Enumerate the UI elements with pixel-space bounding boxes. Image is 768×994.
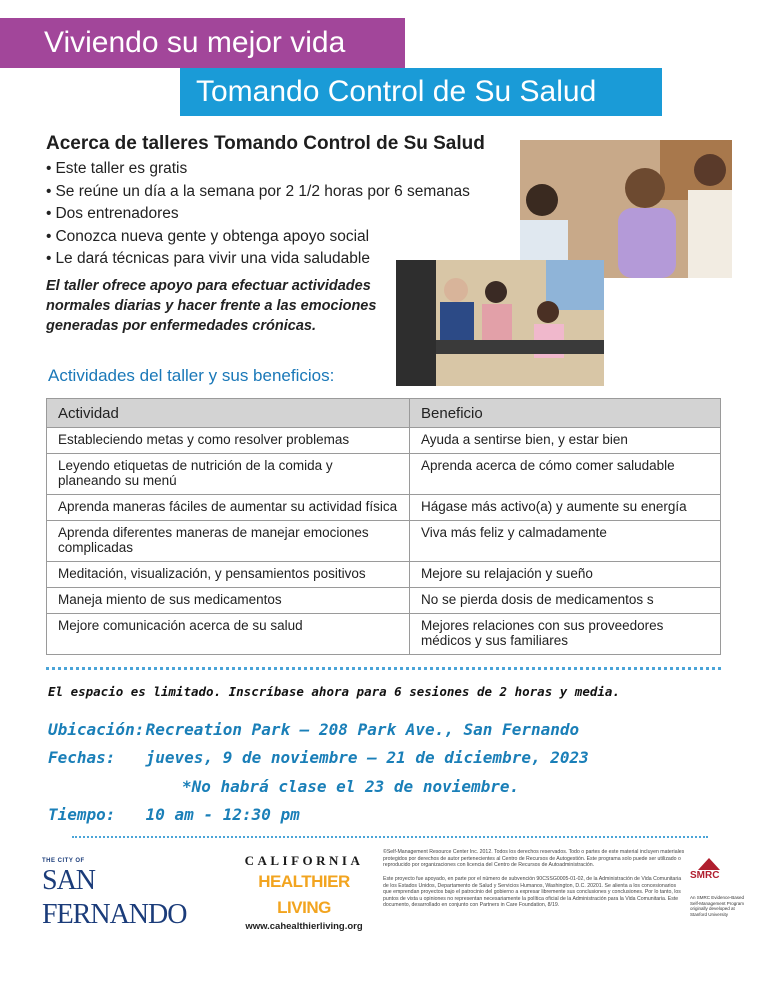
ca-website-link[interactable]: www.cahealthierliving.org [245,921,363,932]
benefit-cell: Mejores relaciones con sus proveedores médicos y sus familiares [410,614,721,655]
table-row [47,521,721,562]
dates-value: jueves, 9 de noviembre – 21 de diciembre, 2023 [145,748,589,767]
smrc-mountain-icon [698,858,720,870]
benefit-cell: Aprenda acerca de cómo comer saludable [410,454,721,495]
location-label: Ubicación: [48,720,145,739]
activity-cell: Mejore comunicación acerca de su salud [47,614,410,655]
table-row [47,428,721,454]
table-row [47,495,721,521]
activity-cell: Aprenda maneras fáciles de aumentar su actividad física [47,495,410,521]
time-line [48,805,300,824]
time-value: 10 am - 12:30 pm [145,805,300,824]
bullet-item: • Conozca nueva gente y obtenga apoyo social [46,226,470,249]
dates-line [48,748,589,767]
bullet-item: • Este taller es gratis [46,158,470,181]
smrc-description: An SMRC Evidence-Based Self-Management Program originally developed at Stanford University [690,895,745,917]
smrc-logo [690,858,745,917]
benefit-cell: No se pierda dosis de medicamentos s [410,588,721,614]
benefit-cell: Mejore su relajación y sueño [410,562,721,588]
table-row [47,588,721,614]
banner-title-secondary: Tomando Control de Su Salud [180,68,662,116]
photo-illustration [396,260,604,386]
banner-title-primary: Viviendo su mejor vida [0,18,405,68]
copyright-fine-print: ©Self-Management Resource Center Inc. 2012. Todos los derechos reservados. Todo o partes de este material incluyen materiales protegidos por derechos de autor pertenecientes al Centro de Recursos de Autogestión. Este programa solo puede ser utilizado o reproducido por organizaciones con licencia del Centro de Recursos de Autoadministración. [383,849,685,869]
location-line [48,720,579,739]
activity-cell: Estableciendo metas y como resolver problemas [47,428,410,454]
grant-fine-print: Este proyecto fue apoyado, en parte por el número de subvención 90CSSG0005-01-02, de la Administración de Vida Comunitaria de los Estados Unidos, Departamento de Salud y Servicios Humanos, Washington, D.C. 20201. Se alienta a los concesionarios que emprendan proyectos bajo el patrocinio del gobierno a expresar libremente sus conclusiones y conclusiones. Por lo tanto, los puntos de vista u opiniones no representan necesariamente la política oficial de la Administración para la Vida Comunitaria. Este documento, desarrollado en conjunto con Partners in Care Foundation, 8/19. [383,876,682,909]
table-row [47,562,721,588]
no-class-notice: *No habrá clase el 23 de noviembre. [182,777,520,796]
bullet-item: • Se reúne un día a la semana por 2 1/2 horas por 6 semanas [46,181,470,204]
about-title: Acerca de talleres Tomando Control de Su Salud [46,133,485,154]
city-logo-small-text: THE CITY OF [42,858,85,864]
dates-label: Fechas: [48,748,116,767]
header-activity: Actividad [47,399,410,428]
time-label: Tiempo: [48,805,116,824]
header-benefit: Beneficio [410,399,721,428]
photo-illustration [520,140,732,278]
city-logo-name: SAN FERNANDO [42,865,187,930]
benefit-cell: Hágase más activo(a) y aumente su energía [410,495,721,521]
bullet-item: • Le dará técnicas para vivir una vida saludable [46,248,470,271]
ca-logo-line2: HEALTHIER LIVING [258,872,350,917]
smrc-logo-text: SMRC [690,870,720,881]
california-healthier-living-logo [234,853,374,932]
limited-space-notice: El espacio es limitado. Inscríbase ahora para 6 sesiones de 2 horas y media. [48,684,620,699]
photo-group-class [396,260,604,386]
benefit-cell: Viva más feliz y calmadamente [410,521,721,562]
ca-logo-line1: CALIFORNIA [244,853,364,868]
city-of-san-fernando-logo [42,858,217,930]
activity-cell: Maneja miento de sus medicamentos [47,588,410,614]
bullet-item: • Dos entrenadores [46,203,470,226]
table-header-row [47,399,721,428]
table-row [47,454,721,495]
photo-women-smiling [520,140,732,278]
activity-cell: Meditación, visualización, y pensamientos positivos [47,562,410,588]
benefit-cell: Ayuda a sentirse bien, y estar bien [410,428,721,454]
dotted-divider [46,667,721,670]
activity-cell: Aprenda diferentes maneras de manejar emociones complicadas [47,521,410,562]
activities-table [46,398,721,655]
activities-title: Actividades del taller y sus beneficios: [48,366,335,385]
activity-cell: Leyendo etiquetas de nutrición de la comida y planeando su menú [47,454,410,495]
about-tagline: El taller ofrece apoyo para efectuar actividades normales diarias y hacer frente a las emociones generadas por enfermedades crónicas. [46,278,377,334]
dotted-divider-footer [72,836,708,838]
about-bullet-list [46,158,470,271]
location-value: Recreation Park – 208 Park Ave., San Fernando [145,720,580,739]
table-row [47,614,721,655]
